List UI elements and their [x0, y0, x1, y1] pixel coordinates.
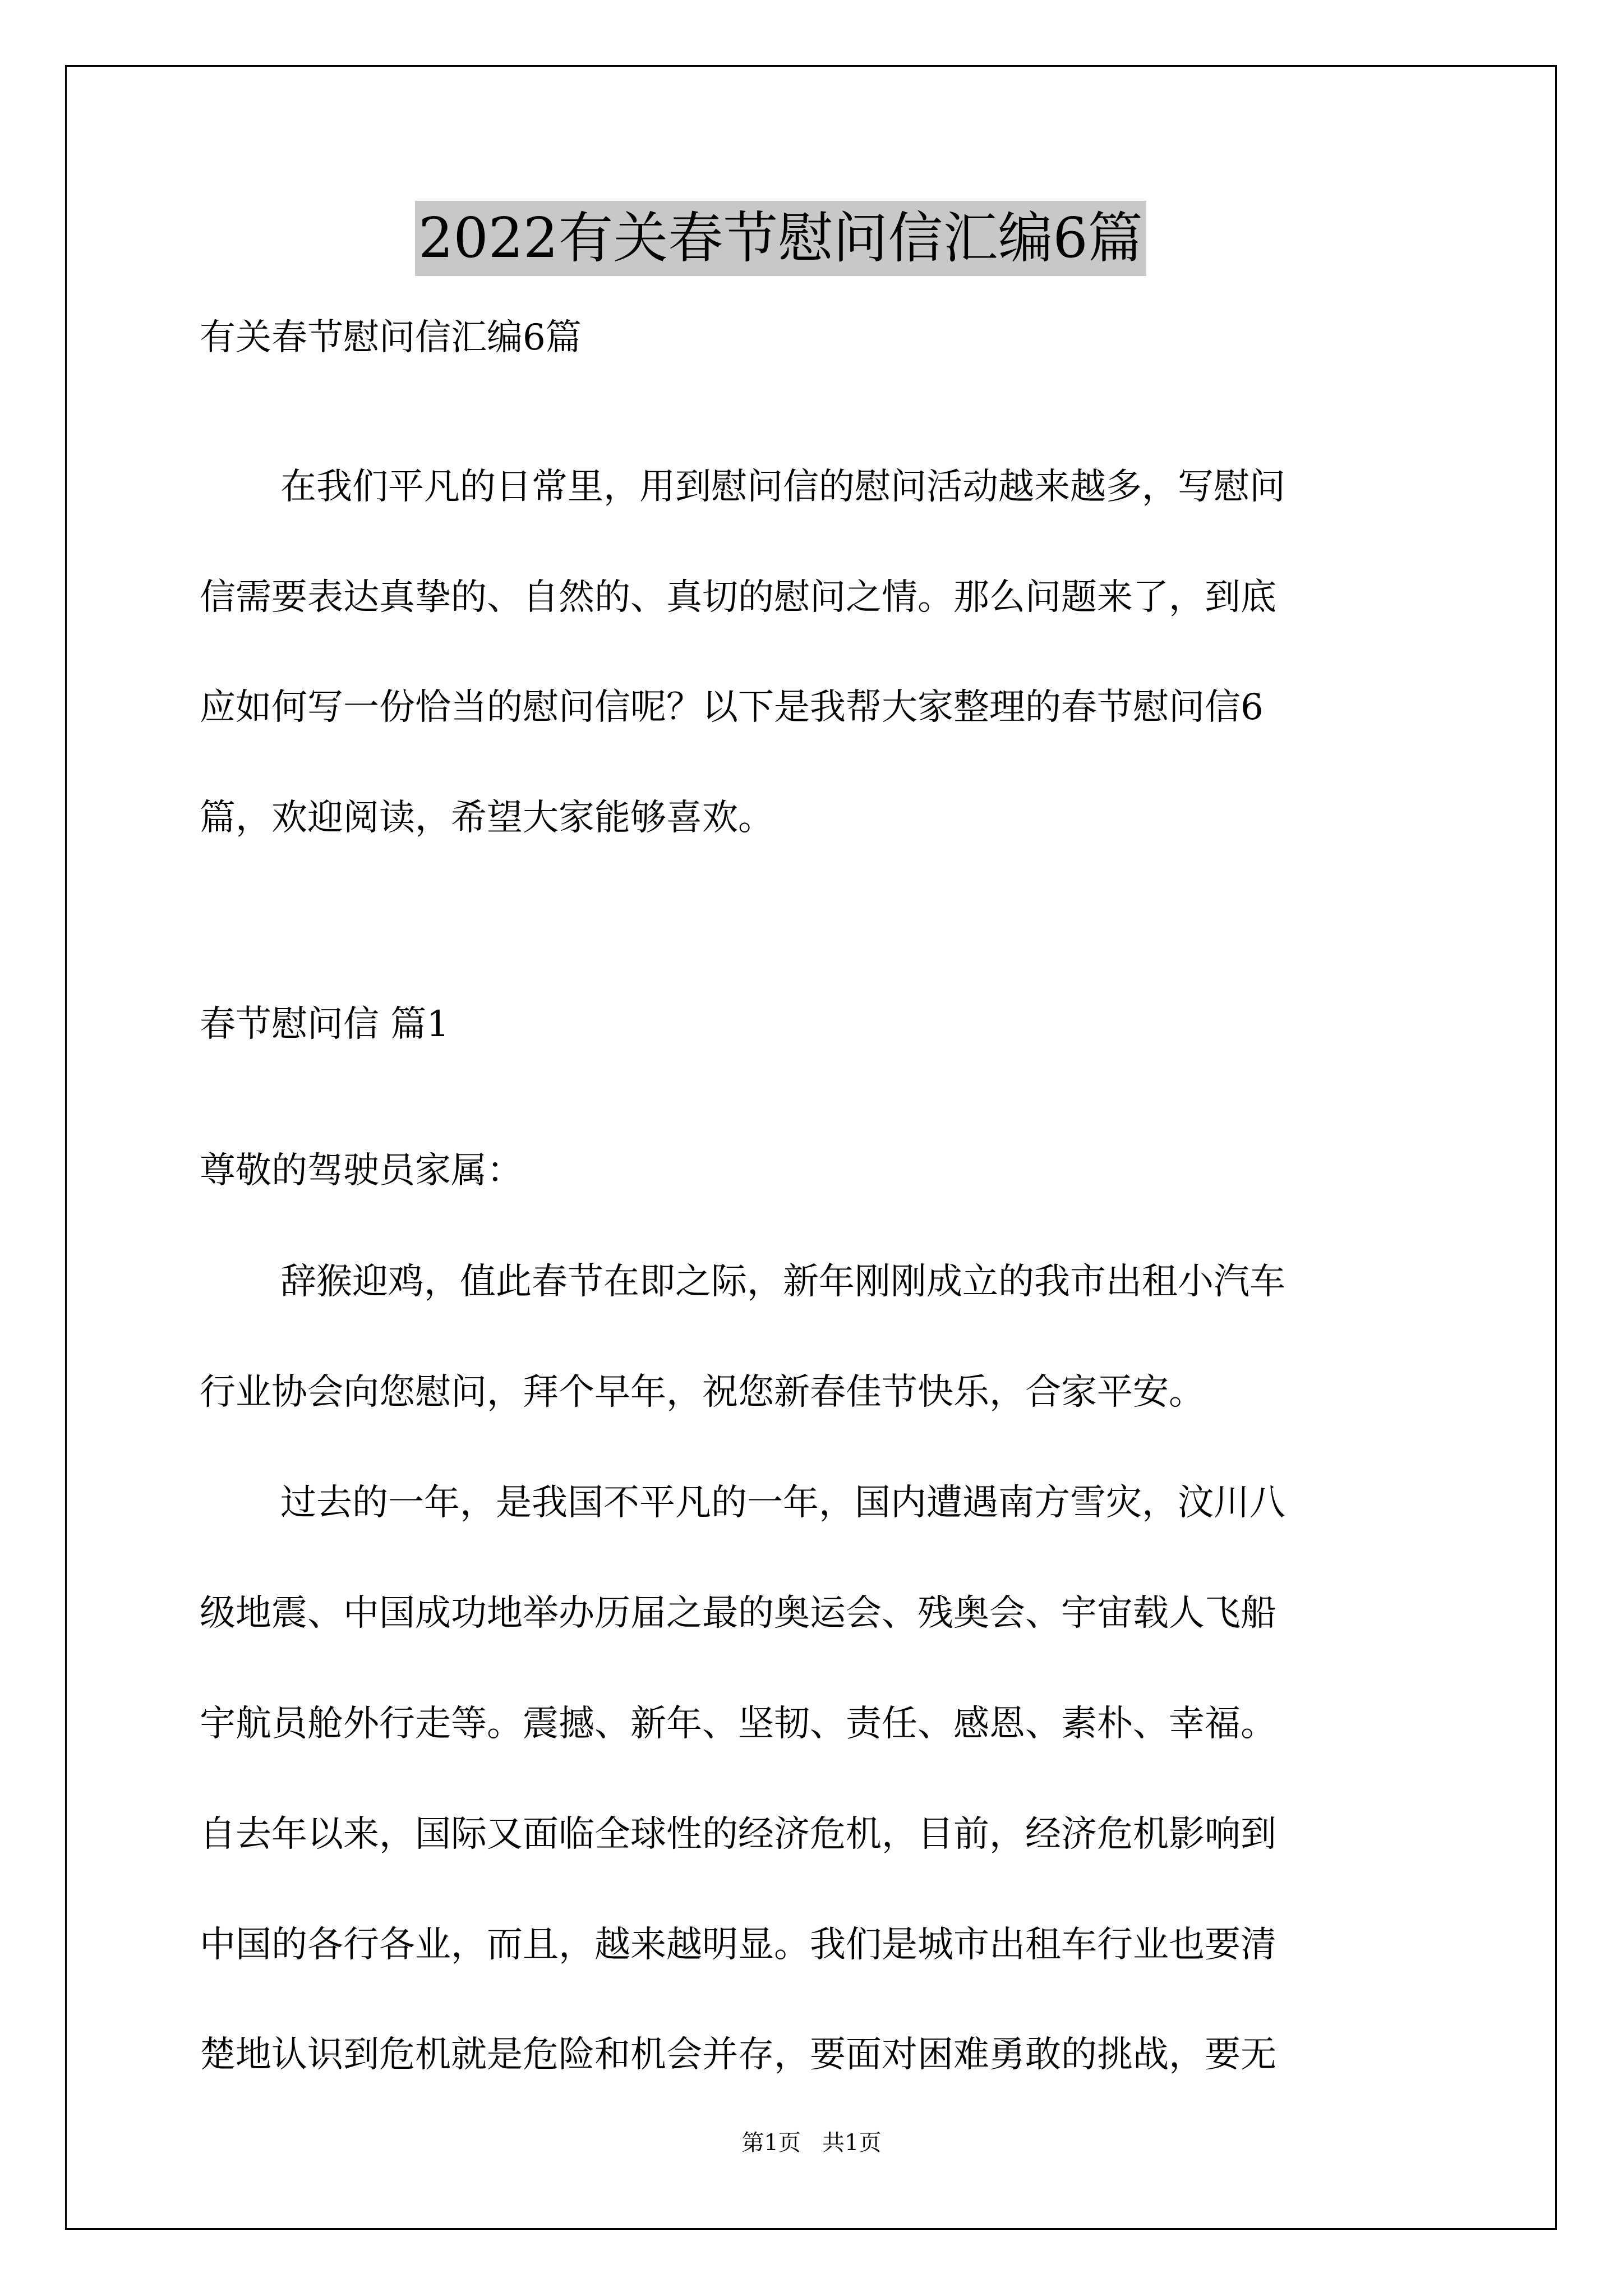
paragraph-line: 在我们平凡的日常里，用到慰问信的慰问活动越来越多，写慰问 — [280, 466, 1285, 508]
paragraph-line: 信需要表达真挚的、自然的、真切的慰问之情。那么问题来了，到底 — [200, 577, 1276, 618]
document-title: 2022有关春节慰问信汇编6篇 — [415, 201, 1146, 276]
paragraph-line: 篇，欢迎阅读，希望大家能够喜欢。 — [200, 797, 774, 839]
page-footer: 第1页 共1页 — [741, 2130, 882, 2156]
subtitle-line: 有关春节慰问信汇编6篇 — [200, 317, 582, 358]
paragraph-line: 级地震、中国成功地举办历届之最的奥运会、残奥会、宇宙载人飞船 — [200, 1593, 1276, 1634]
paragraph-line: 应如何写一份恰当的慰问信呢？以下是我帮大家整理的春节慰问信6 — [200, 687, 1264, 728]
paragraph-line: 宇航员舱外行走等。震撼、新年、坚韧、责任、感恩、素朴、幸福。 — [200, 1703, 1276, 1745]
paragraph-line: 楚地认识到危机就是危险和机会并存，要面对困难勇敢的挑战，要无 — [200, 2034, 1276, 2076]
paragraph-line: 辞猴迎鸡，值此春节在即之际，新年刚刚成立的我市出租小汽车 — [280, 1261, 1285, 1303]
paragraph-line: 中国的各行各业，而且，越来越明显。我们是城市出租车行业也要清 — [200, 1924, 1276, 1966]
salutation-line: 尊敬的驾驶员家属： — [200, 1150, 523, 1191]
page-frame — [65, 65, 1557, 2230]
paragraph-line: 行业协会向您慰问，拜个早年，祝您新春佳节快乐，合家平安。 — [200, 1372, 1205, 1413]
paragraph-line: 过去的一年，是我国不平凡的一年，国内遭遇南方雪灾，汶川八 — [280, 1482, 1285, 1524]
section-heading: 春节慰问信 篇1 — [200, 1004, 450, 1045]
paragraph-line: 自去年以来，国际又面临全球性的经济危机，目前，经济危机影响到 — [200, 1814, 1276, 1855]
